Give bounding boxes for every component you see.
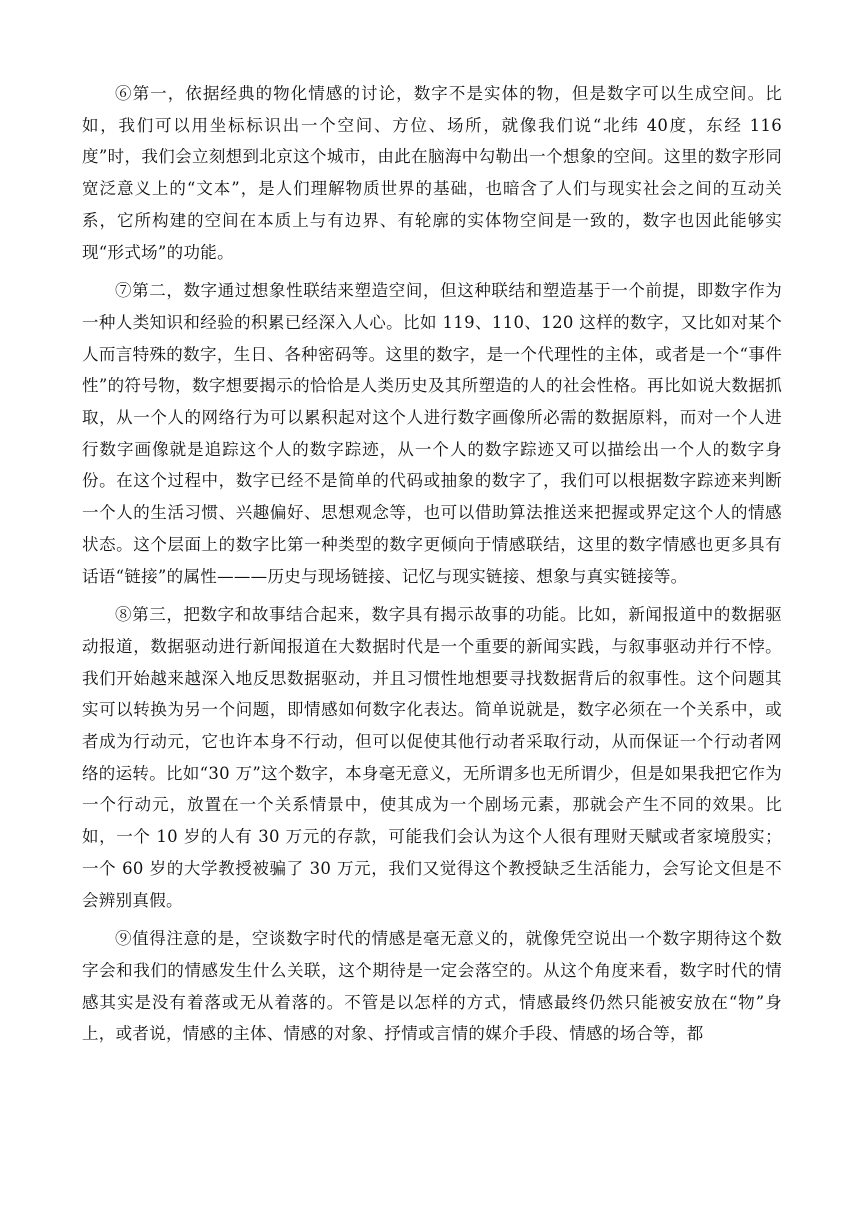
paragraph-7: ⑦第二，数字通过想象性联结来塑造空间，但这种联结和塑造基于一个前提，即数字作为一种人类知识和经验的积累已经深入人心。比如 119、110、120 这样的数字，又比如对某个人而言特殊的数字，生日、各种密码等。这里的数字，是一个代理性的主体，或者是一个“事件性”的符号物，数字想要揭示的恰恰是人类历史及其所塑造的人的社会性格。再比如说大数据抓取，从一个人的网络行为可以累积起对这个人进行数字画像所必需的数据原料，而对一个人进行数字画像就是追踪这个人的数字踪迹，从一个人的数字踪迹又可以描绘出一个人的数字身份。在这个过程中，数字已经不是简单的代码或抽象的数字了，我们可以根据数字踪迹来判断一个人的生活习惯、兴趣偏好、思想观念等，也可以借助算法推送来把握或界定这个人的情感状态。这个层面上的数字比第一种类型的数字更倾向于情感联结，这里的数字情感也更多具有话语“链接”的属性———历史与现场链接、记忆与现实链接、想象与真实链接等。	[82, 281, 782, 586]
paragraph-9: ⑨值得注意的是，空谈数字时代的情感是毫无意义的，就像凭空说出一个数字期待这个数字会和我们的情感发生什么关联，这个期待是一定会落空的。从这个角度来看，数字时代的情感其实是没有着落或无从着落的。不管是以怎样的方式，情感最终仍然只能被安放在“物”身上，或者说，情感的主体、情感的对象、抒情或言情的媒介手段、情感的场合等，都	[82, 929, 782, 1044]
paragraph-8: ⑧第三，把数字和故事结合起来，数字具有揭示故事的功能。比如，新闻报道中的数据驱动报道，数据驱动进行新闻报道在大数据时代是一个重要的新闻实践，与叙事驱动并行不悖。我们开始越来越深入地反思数据驱动，并且习惯性地想要寻找数据背后的叙事性。这个问题其实可以转换为另一个问题，即情感如何数字化表达。简单说就是，数字必须在一个关系中，或者成为行动元，它也许本身不行动，但可以促使其他行动者采取行动，从而保证一个行动者网络的运转。比如“30 万”这个数字，本身毫无意义，无所谓多也无所谓少，但是如果我把它作为一个行动元，放置在一个关系情景中，使其成为一个剧场元素，那就会产生不同的效果。比如，一个 10 岁的人有 30 万元的存款，可能我们会认为这个人很有理财天赋或者家境殷实；一个 60 岁的大学教授被骗了 30 万元，我们又觉得这个教授缺乏生活能力，会写论文但是不会辨别真假。	[82, 605, 782, 910]
document-page	[82, 78, 782, 1057]
paragraph-6: ⑥第一，依据经典的物化情感的讨论，数字不是实体的物，但是数字可以生成空间。比如，我们可以用坐标标识出一个空间、方位、场所，就像我们说“北纬 40度，东经 116度”时，我们会立刻想到北京这个城市，由此在脑海中勾勒出一个想象的空间。这里的数字形同宽泛意义上的“文本”，是人们理解物质世界的基础，也暗含了人们与现实社会之间的互动关系，它所构建的空间在本质上与有边界、有轮廓的实体物空间是一致的，数字也因此能够实现“形式场”的功能。	[82, 84, 782, 262]
